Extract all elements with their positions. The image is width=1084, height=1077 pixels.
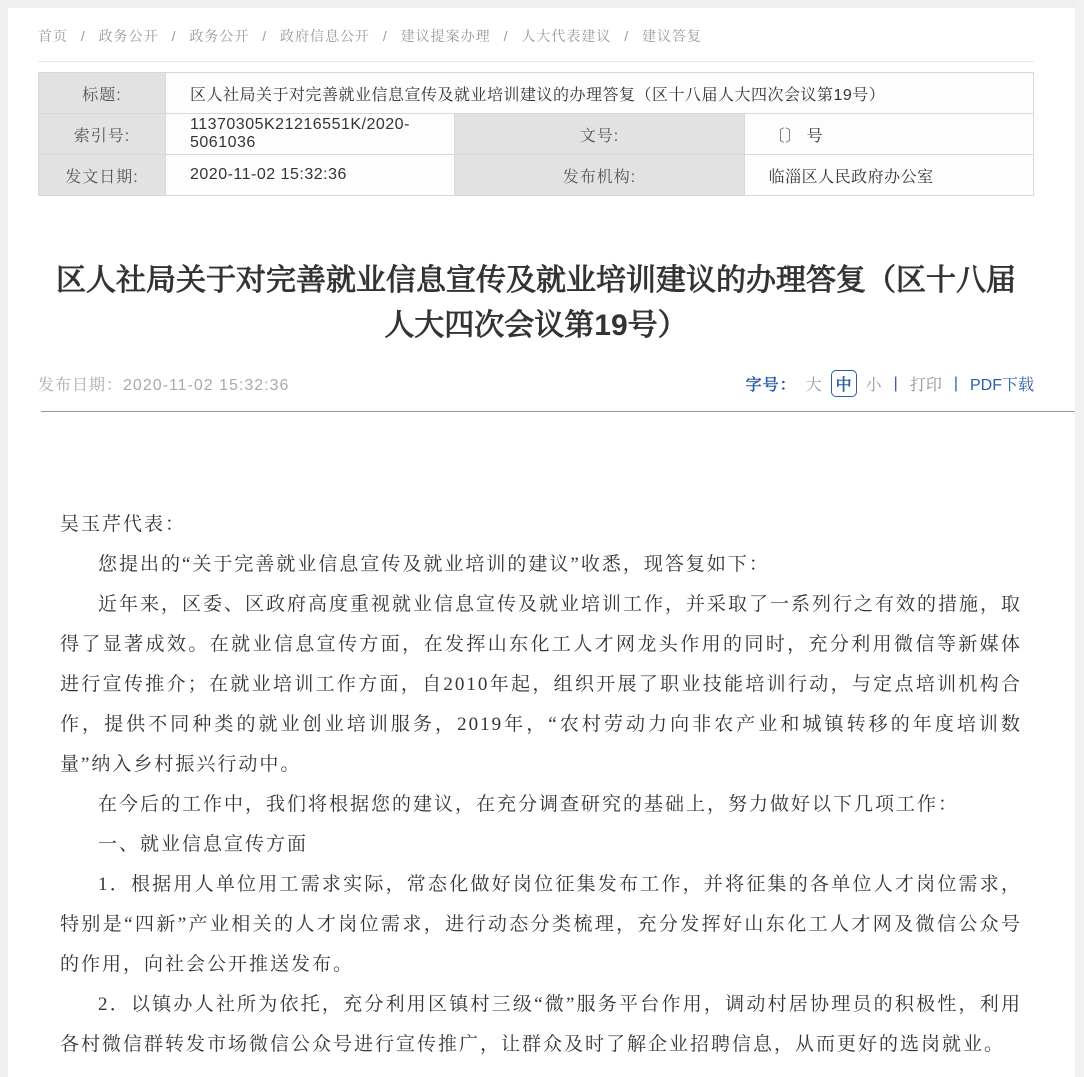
meta-date-value: 2020-11-02 15:32:36 xyxy=(166,155,455,196)
body-paragraph: 一、就业信息宣传方面 xyxy=(98,834,309,855)
body-paragraph: 2．以镇办人社所为依托，充分利用区镇村三级“微”服务平台作用，调动村居协理员的积极性，利用各村微信群转发市场微信公众号进行宣传推广，让群众及时了解企业招聘信息，从而更好的选岗就业。 xyxy=(60,994,1022,1055)
breadcrumb xyxy=(38,22,1076,46)
toolbar-separator: | xyxy=(893,374,898,392)
publish-date xyxy=(38,372,289,395)
pdf-download-button[interactable]: PDF下载 xyxy=(969,377,1034,394)
breadcrumb-separator: / xyxy=(624,28,630,44)
breadcrumb-separator: / xyxy=(503,28,509,44)
table-row xyxy=(39,155,1034,196)
breadcrumb-item-npc-suggestions[interactable]: 人大代表建议 xyxy=(521,28,612,44)
meta-agency-label: 发布机构: xyxy=(455,155,744,196)
meta-table xyxy=(38,72,1034,196)
breadcrumb-item-proposals[interactable]: 建议提案办理 xyxy=(400,28,491,44)
scrollbar-track[interactable] xyxy=(1075,0,1084,1077)
meta-agency-value: 临淄区人民政府办公室 xyxy=(744,155,1033,196)
article-body xyxy=(60,505,1022,1065)
content-panel xyxy=(8,8,1076,1077)
breadcrumb-item-zhengwu-2[interactable]: 政务公开 xyxy=(189,28,250,44)
meta-date-label: 发文日期: xyxy=(39,155,166,196)
font-print-tools xyxy=(746,370,1034,397)
font-size-small-button[interactable]: 小 xyxy=(865,377,882,394)
publish-date-value: 2020-11-02 15:32:36 xyxy=(123,377,290,394)
breadcrumb-item-gov-info[interactable]: 政府信息公开 xyxy=(280,28,371,44)
font-size-medium-button[interactable]: 中 xyxy=(831,370,857,397)
font-size-large-button[interactable]: 大 xyxy=(805,377,822,394)
breadcrumb-separator: / xyxy=(262,28,268,44)
breadcrumb-divider xyxy=(38,61,1034,62)
meta-index-value: 11370305K21216551K/2020-5061036 xyxy=(166,114,455,155)
font-size-label: 字号： xyxy=(745,377,797,394)
breadcrumb-item-home[interactable]: 首页 xyxy=(38,28,68,44)
table-row xyxy=(39,73,1034,114)
salutation-paragraph: 吴玉芹代表： xyxy=(60,514,187,535)
body-paragraph: 您提出的“关于完善就业信息宣传及就业培训的建议”收悉，现答复如下： xyxy=(98,554,770,575)
meta-title-value: 区人社局关于对完善就业信息宣传及就业培训建议的办理答复（区十八届人大四次会议第19号） xyxy=(166,73,1034,114)
breadcrumb-item-replies[interactable]: 建议答复 xyxy=(642,28,703,44)
body-paragraph: 近年来，区委、区政府高度重视就业信息宣传及就业培训工作，并采取了一系列行之有效的措施，取得了显著成效。在就业信息宣传方面，在发挥山东化工人才网龙头作用的同时，充分利用微信等新媒体进行宣传推介；在就业培训工作方面，自2010年起，组织开展了职业技能培训行动，与定点培训机构合作，提供不同种类的就业创业培训服务，2019年，“农村劳动力向非农产业和城镇转移的年度培训数量”纳入乡村振兴行动中。 xyxy=(60,594,1023,775)
meta-docnum-value: 〔〕 号 xyxy=(744,114,1033,155)
print-button[interactable]: 打印 xyxy=(909,377,942,394)
toolbar-separator: | xyxy=(953,374,958,392)
body-paragraph: 在今后的工作中，我们将根据您的建议，在充分调查研究的基础上，努力做好以下几项工作： xyxy=(98,794,960,815)
meta-index-label: 索引号: xyxy=(39,114,166,155)
title-divider xyxy=(41,411,1084,412)
page-title: 区人社局关于对完善就业信息宣传及就业培训建议的办理答复（区十八届人大四次会议第19号） xyxy=(56,264,1016,342)
meta-title-label: 标题: xyxy=(39,73,166,114)
publish-date-label: 发布日期： xyxy=(38,377,124,394)
table-row xyxy=(39,114,1034,155)
article-toolbar xyxy=(38,370,1034,397)
breadcrumb-separator: / xyxy=(382,28,388,44)
breadcrumb-item-zhengwu-1[interactable]: 政务公开 xyxy=(98,28,159,44)
meta-docnum-label: 文号: xyxy=(455,114,744,155)
body-paragraph: 1．根据用人单位用工需求实际，常态化做好岗位征集发布工作，并将征集的各单位人才岗位需求，特别是“四新”产业相关的人才岗位需求，进行动态分类梳理，充分发挥好山东化工人才网及微信公众号的作用，向社会公开推送发布。 xyxy=(60,874,1022,975)
breadcrumb-separator: / xyxy=(80,28,86,44)
breadcrumb-separator: / xyxy=(171,28,177,44)
